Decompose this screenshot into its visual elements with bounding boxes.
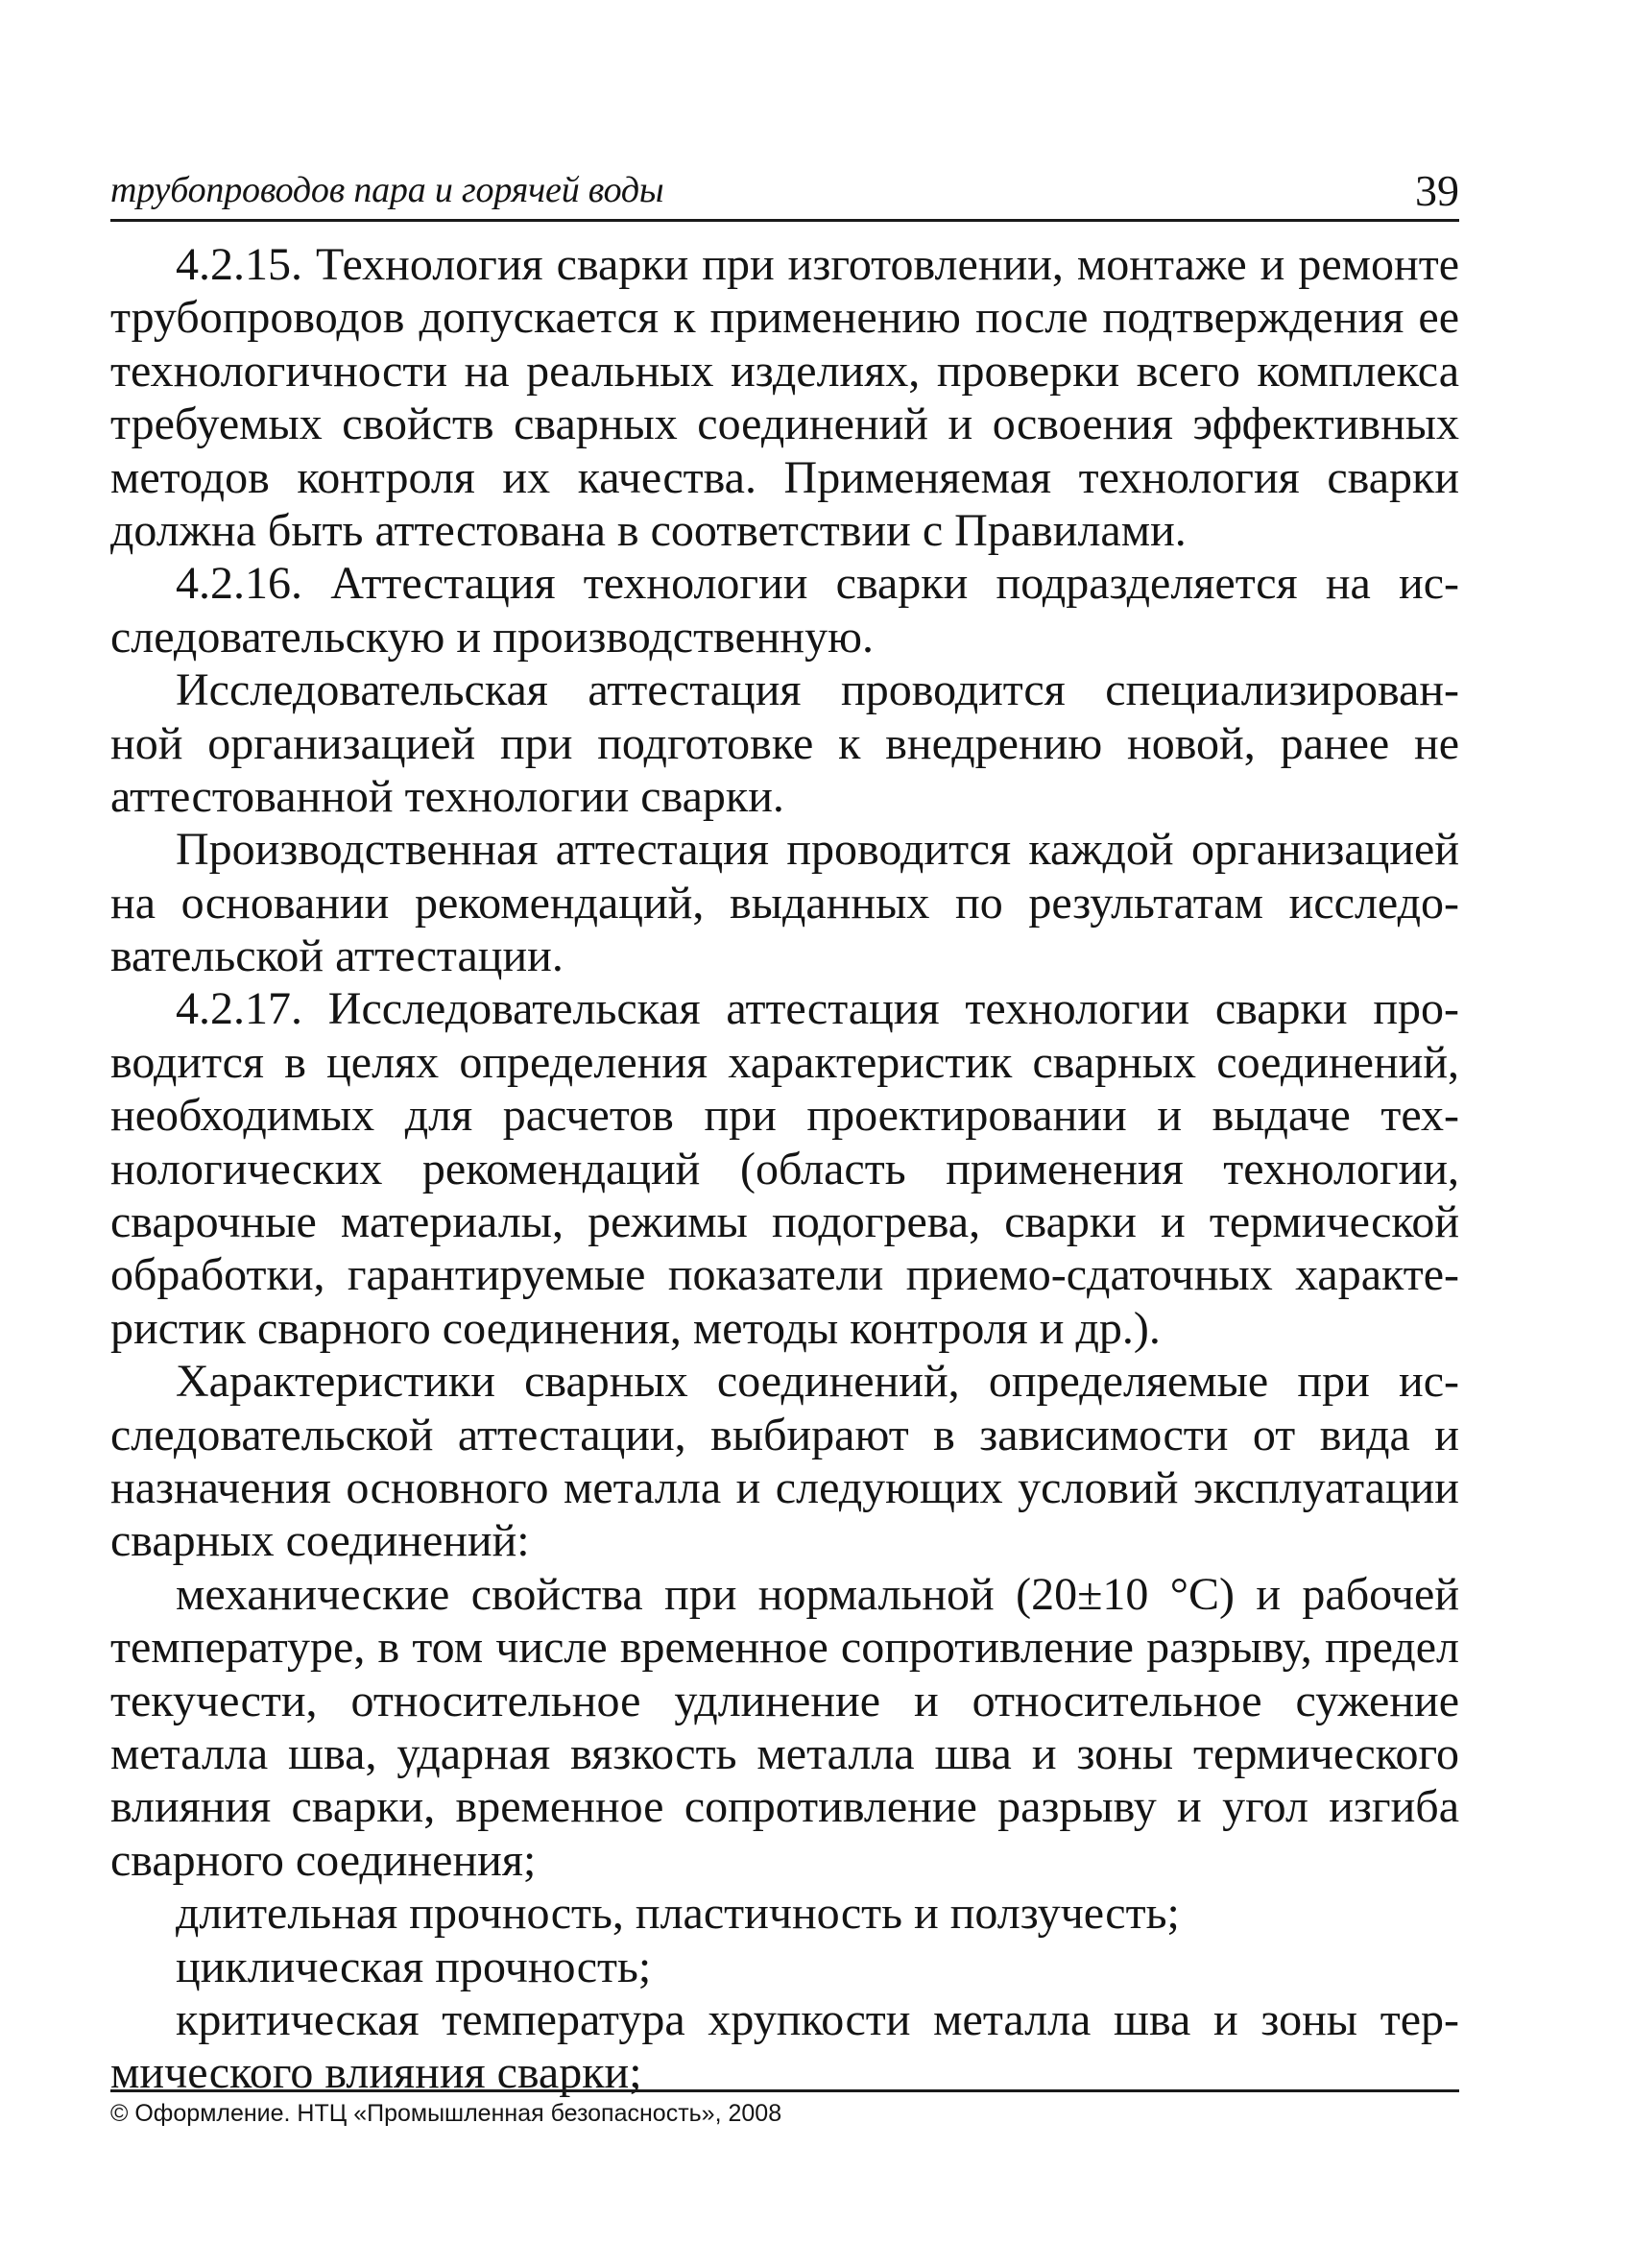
text-line: сварного соединения; — [110, 1834, 537, 1886]
text-line: металла шва, ударная вязкость металла шва и зоны термического — [110, 1727, 1459, 1779]
text-line: сварочные материалы, режимы подогрева, сварки и термической — [110, 1196, 1459, 1248]
text-line: Исследовательская аттестация проводится специализирован- — [176, 664, 1459, 716]
text-line: 4.2.16. Аттестация технологии сварки подразделяется на ис- — [176, 558, 1459, 610]
running-head: трубопроводов пара и горячей воды — [110, 170, 664, 210]
text-line: должна быть аттестована в соответствии с Правилами. — [110, 504, 1187, 556]
text-line: длительная прочность, пластичность и ползучесть; — [176, 1888, 1180, 1940]
text-line: методов контроля их качества. Применяемая технология сварки — [110, 451, 1459, 503]
text-line: на основании рекомендаций, выданных по результатам исследо- — [110, 877, 1459, 929]
text-line: вательской аттестации. — [110, 930, 564, 982]
page-number: 39 — [1415, 166, 1459, 215]
text-line: влияния сварки, временное сопротивление разрыву и угол изгиба — [110, 1781, 1459, 1833]
text-line: критическая температура хрупкости металла шва и зоны тер- — [176, 1993, 1459, 2045]
text-line: следовательской аттестации, выбирают в зависимости от вида и — [110, 1409, 1459, 1460]
text-line: обработки, гарантируемые показатели приемо-сдаточных характе- — [110, 1249, 1459, 1301]
text-line: Производственная аттестация проводится каждой организацией — [176, 824, 1459, 876]
page-footer: © Оформление. НТЦ «Промышленная безопасность», 2008 — [110, 2089, 1459, 2128]
text-line: назначения основного металла и следующих условий эксплуатации — [110, 1461, 1459, 1513]
text-line: нологических рекомендаций (область применения технологии, — [110, 1143, 1459, 1194]
text-line: аттестованной технологии сварки. — [110, 770, 784, 822]
text-line: ной организацией при подготовке к внедрению новой, ранее не — [110, 717, 1459, 769]
text-line: 4.2.17. Исследовательская аттестация технологии сварки про- — [176, 983, 1459, 1035]
text-line: водится в целях определения характеристик сварных соединений, — [110, 1036, 1459, 1088]
text-line: необходимых для расчетов при проектировании и выдаче тех- — [110, 1090, 1459, 1142]
text-line: следовательскую и производственную. — [110, 611, 874, 663]
text-line: Характеристики сварных соединений, определяемые при ис- — [176, 1356, 1459, 1408]
text-line: мического влияния сварки; — [110, 2047, 642, 2099]
text-line: температуре, в том числе временное сопротивление разрыву, предел — [110, 1622, 1459, 1674]
text-line: текучести, относительное удлинение и относительное сужение — [110, 1675, 1459, 1726]
text-line: требуемых свойств сварных соединений и освоения эффективных — [110, 398, 1459, 450]
text-line: циклическая прочность; — [176, 1941, 652, 1992]
text-line: технологичности на реальных изделиях, проверки всего комплекса — [110, 345, 1459, 397]
page-header — [110, 163, 1459, 222]
text-line: механические свойства при нормальной (20±10 °С) и рабочей — [176, 1568, 1459, 1620]
text-line: сварных соединений: — [110, 1515, 530, 1567]
body-text — [110, 238, 1459, 2100]
text-line: ристик сварного соединения, методы контроля и др.). — [110, 1302, 1161, 1354]
text-line: трубопроводов допускается к применению после подтверждения ее — [110, 292, 1459, 344]
text-line: 4.2.15. Технология сварки при изготовлении, монтаже и ремонте — [176, 239, 1459, 290]
